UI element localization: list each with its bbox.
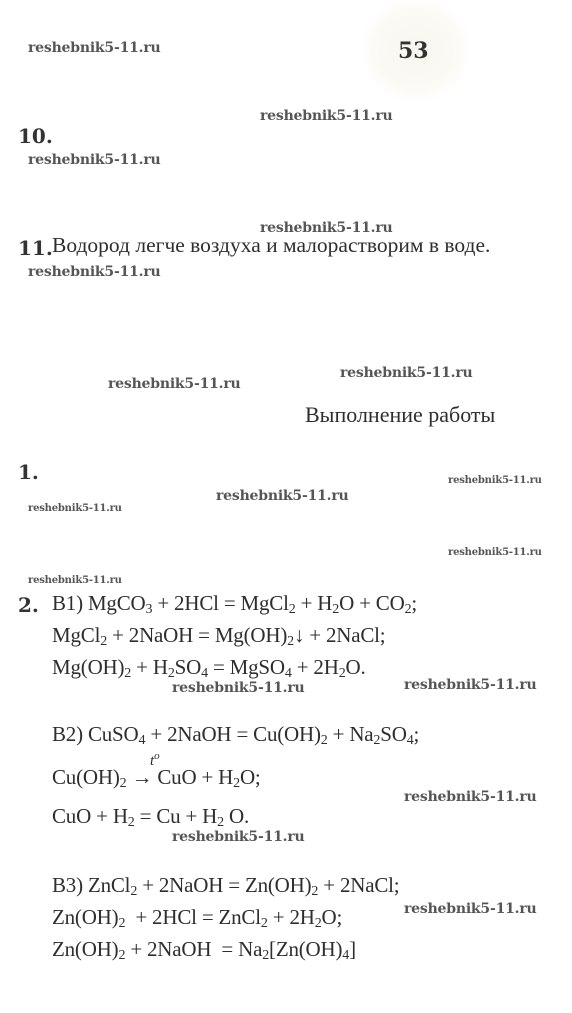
equation-b3-line-1: B3) ZnCl$_2$ + 2NaOH = $Zn(OH)_2$ + 2NaCl; (52, 873, 400, 899)
watermark: reshebnik5-11.ru (340, 365, 473, 381)
equation-b3-line-3: $Zn(OH)_2$ + 2NaOH = $Na_2[Zn(OH)_4]$ (52, 937, 356, 963)
equation-b2-line-2: $Cu(OH)_2$ → CuO + $H_2O$; (52, 765, 261, 791)
watermark: reshebnik5-11.ru (28, 264, 161, 280)
page-number: 53 (398, 38, 429, 64)
equation-b1-line-1: B1) MgCO$_3$ + 2HCl = MgCl$_2$ + $H_2O + CO_2$; (52, 591, 418, 617)
section-title: Выполнение работы (305, 402, 496, 427)
watermark: reshebnik5-11.ru (108, 376, 241, 392)
question-10-number: 10. (18, 124, 53, 148)
watermark: reshebnik5-11.ru (172, 680, 305, 696)
watermark: reshebnik5-11.ru (404, 789, 537, 805)
equation-b2-line-1: B2) CuSO$_4$ + 2NaOH = $Cu(OH)_2 + Na_2SO_4$; (52, 722, 420, 748)
equation-b1-line-2: MgCl$_2$ + 2NaOH = $Mg(OH)_2↓$ + 2NaCl; (52, 623, 386, 649)
watermark: reshebnik5-11.ru (28, 152, 161, 168)
task-2-number: 2. (18, 593, 39, 617)
watermark: reshebnik5-11.ru (448, 547, 542, 558)
equation-b1-line-3: $Mg(OH)_2 + H_2SO_4$ = MgSO$_4$ + $2H_2O$. (52, 655, 366, 681)
watermark: reshebnik5-11.ru (172, 829, 305, 845)
reaction-condition-temperature: $t^o$ (150, 750, 160, 769)
watermark: reshebnik5-11.ru (28, 40, 161, 56)
watermark: reshebnik5-11.ru (404, 677, 537, 693)
question-11-answer: Водород легче воздуха и малорастворим в воде. (52, 233, 491, 257)
watermark: reshebnik5-11.ru (404, 901, 537, 917)
question-11-number: 11. (18, 236, 53, 260)
watermark: reshebnik5-11.ru (448, 475, 542, 486)
watermark: reshebnik5-11.ru (28, 575, 122, 586)
equation-b2-line-3: CuO + $H_2 = Cu + H_2$ O. (52, 804, 250, 830)
equation-b3-line-2: $Zn(OH)_2 + 2HCl$ = ZnCl$_2$ + $2H_2O$; (52, 905, 343, 931)
watermark: reshebnik5-11.ru (260, 108, 393, 124)
watermark: reshebnik5-11.ru (260, 220, 393, 236)
watermark: reshebnik5-11.ru (28, 503, 122, 514)
task-1-number: 1. (18, 460, 39, 484)
watermark: reshebnik5-11.ru (216, 488, 349, 504)
